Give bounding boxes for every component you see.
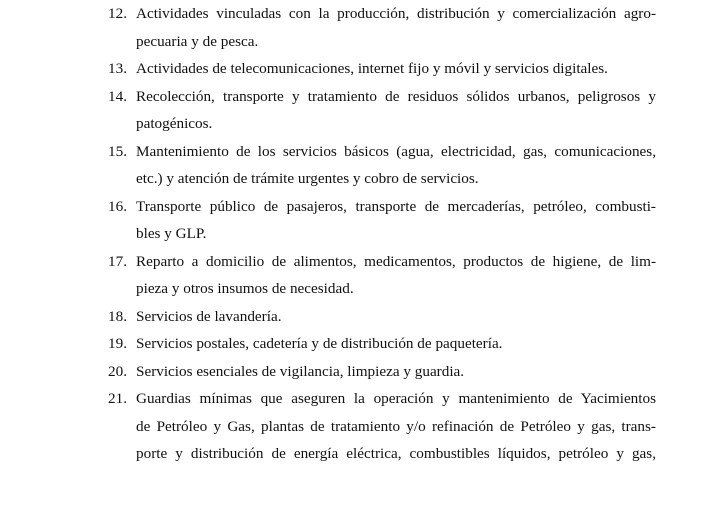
list-item-text-line: Servicios de lavandería. (136, 307, 282, 325)
list-item (108, 138, 656, 193)
list-item-number: 12. (108, 5, 127, 22)
list-item-text-line: etc.) y atención de trámite urgentes y cobro de servicios. (136, 170, 479, 187)
list-item-text-line: pieza y otros insumos de necesidad. (136, 280, 354, 297)
list-item (108, 385, 656, 468)
list-item-text-line: porte y distribución de energía eléctrica, combustibles líquidos, petróleo y gas, (136, 445, 656, 462)
list-item-text-line: bles y GLP. (136, 225, 207, 242)
list-item-number: 19. (108, 335, 127, 352)
list-item-number: 15. (108, 142, 127, 160)
list-item (108, 0, 656, 55)
list-item-text-line: Actividades de telecomunicaciones, internet fijo y móvil y servicios digitales. (136, 60, 608, 77)
list-item-text-line: Reparto a domicilio de alimentos, medicamentos, productos de higiene, de lim- (136, 252, 656, 270)
list-item (108, 248, 656, 303)
list-item-number: 14. (108, 87, 127, 105)
list-item-text-line: de Petróleo y Gas, plantas de tratamiento y/o refinación de Petróleo y gas, trans- (136, 417, 656, 435)
list-item (108, 358, 656, 386)
list-item-text-line: patogénicos. (136, 115, 213, 132)
list-item-text-line: pecuaria y de pesca. (136, 32, 259, 50)
list-item-number: 20. (108, 362, 127, 380)
list-item-number: 18. (108, 307, 127, 325)
list-item-text-line: Recolección, transporte y tratamiento de residuos sólidos urbanos, peligrosos y (136, 87, 656, 105)
list-item-number: 17. (108, 252, 127, 270)
list-item-text-line: Mantenimiento de los servicios básicos (agua, electricidad, gas, comunicaciones, (136, 142, 656, 160)
list-item (108, 193, 656, 248)
list-item-text-line: Guardias mínimas que aseguren la operación y mantenimiento de Yacimientos (136, 390, 656, 407)
list-item-text-line: Actividades vinculadas con la producción, distribución y comercialización agro- (136, 5, 656, 22)
list-item (108, 330, 656, 358)
list-item (108, 83, 656, 138)
list-item-text-line: Transporte público de pasajeros, transporte de mercaderías, petróleo, combusti- (136, 197, 656, 215)
list-item (108, 55, 656, 83)
list-item (108, 303, 656, 331)
list-item-number: 16. (108, 197, 127, 215)
list-item-number: 13. (108, 60, 127, 77)
list-item-number: 21. (108, 390, 127, 407)
list-item-text-line: Servicios esenciales de vigilancia, limpieza y guardia. (136, 362, 465, 380)
list-item-text-line: Servicios postales, cadetería y de distribución de paquetería. (136, 335, 503, 352)
numbered-list (108, 0, 656, 468)
